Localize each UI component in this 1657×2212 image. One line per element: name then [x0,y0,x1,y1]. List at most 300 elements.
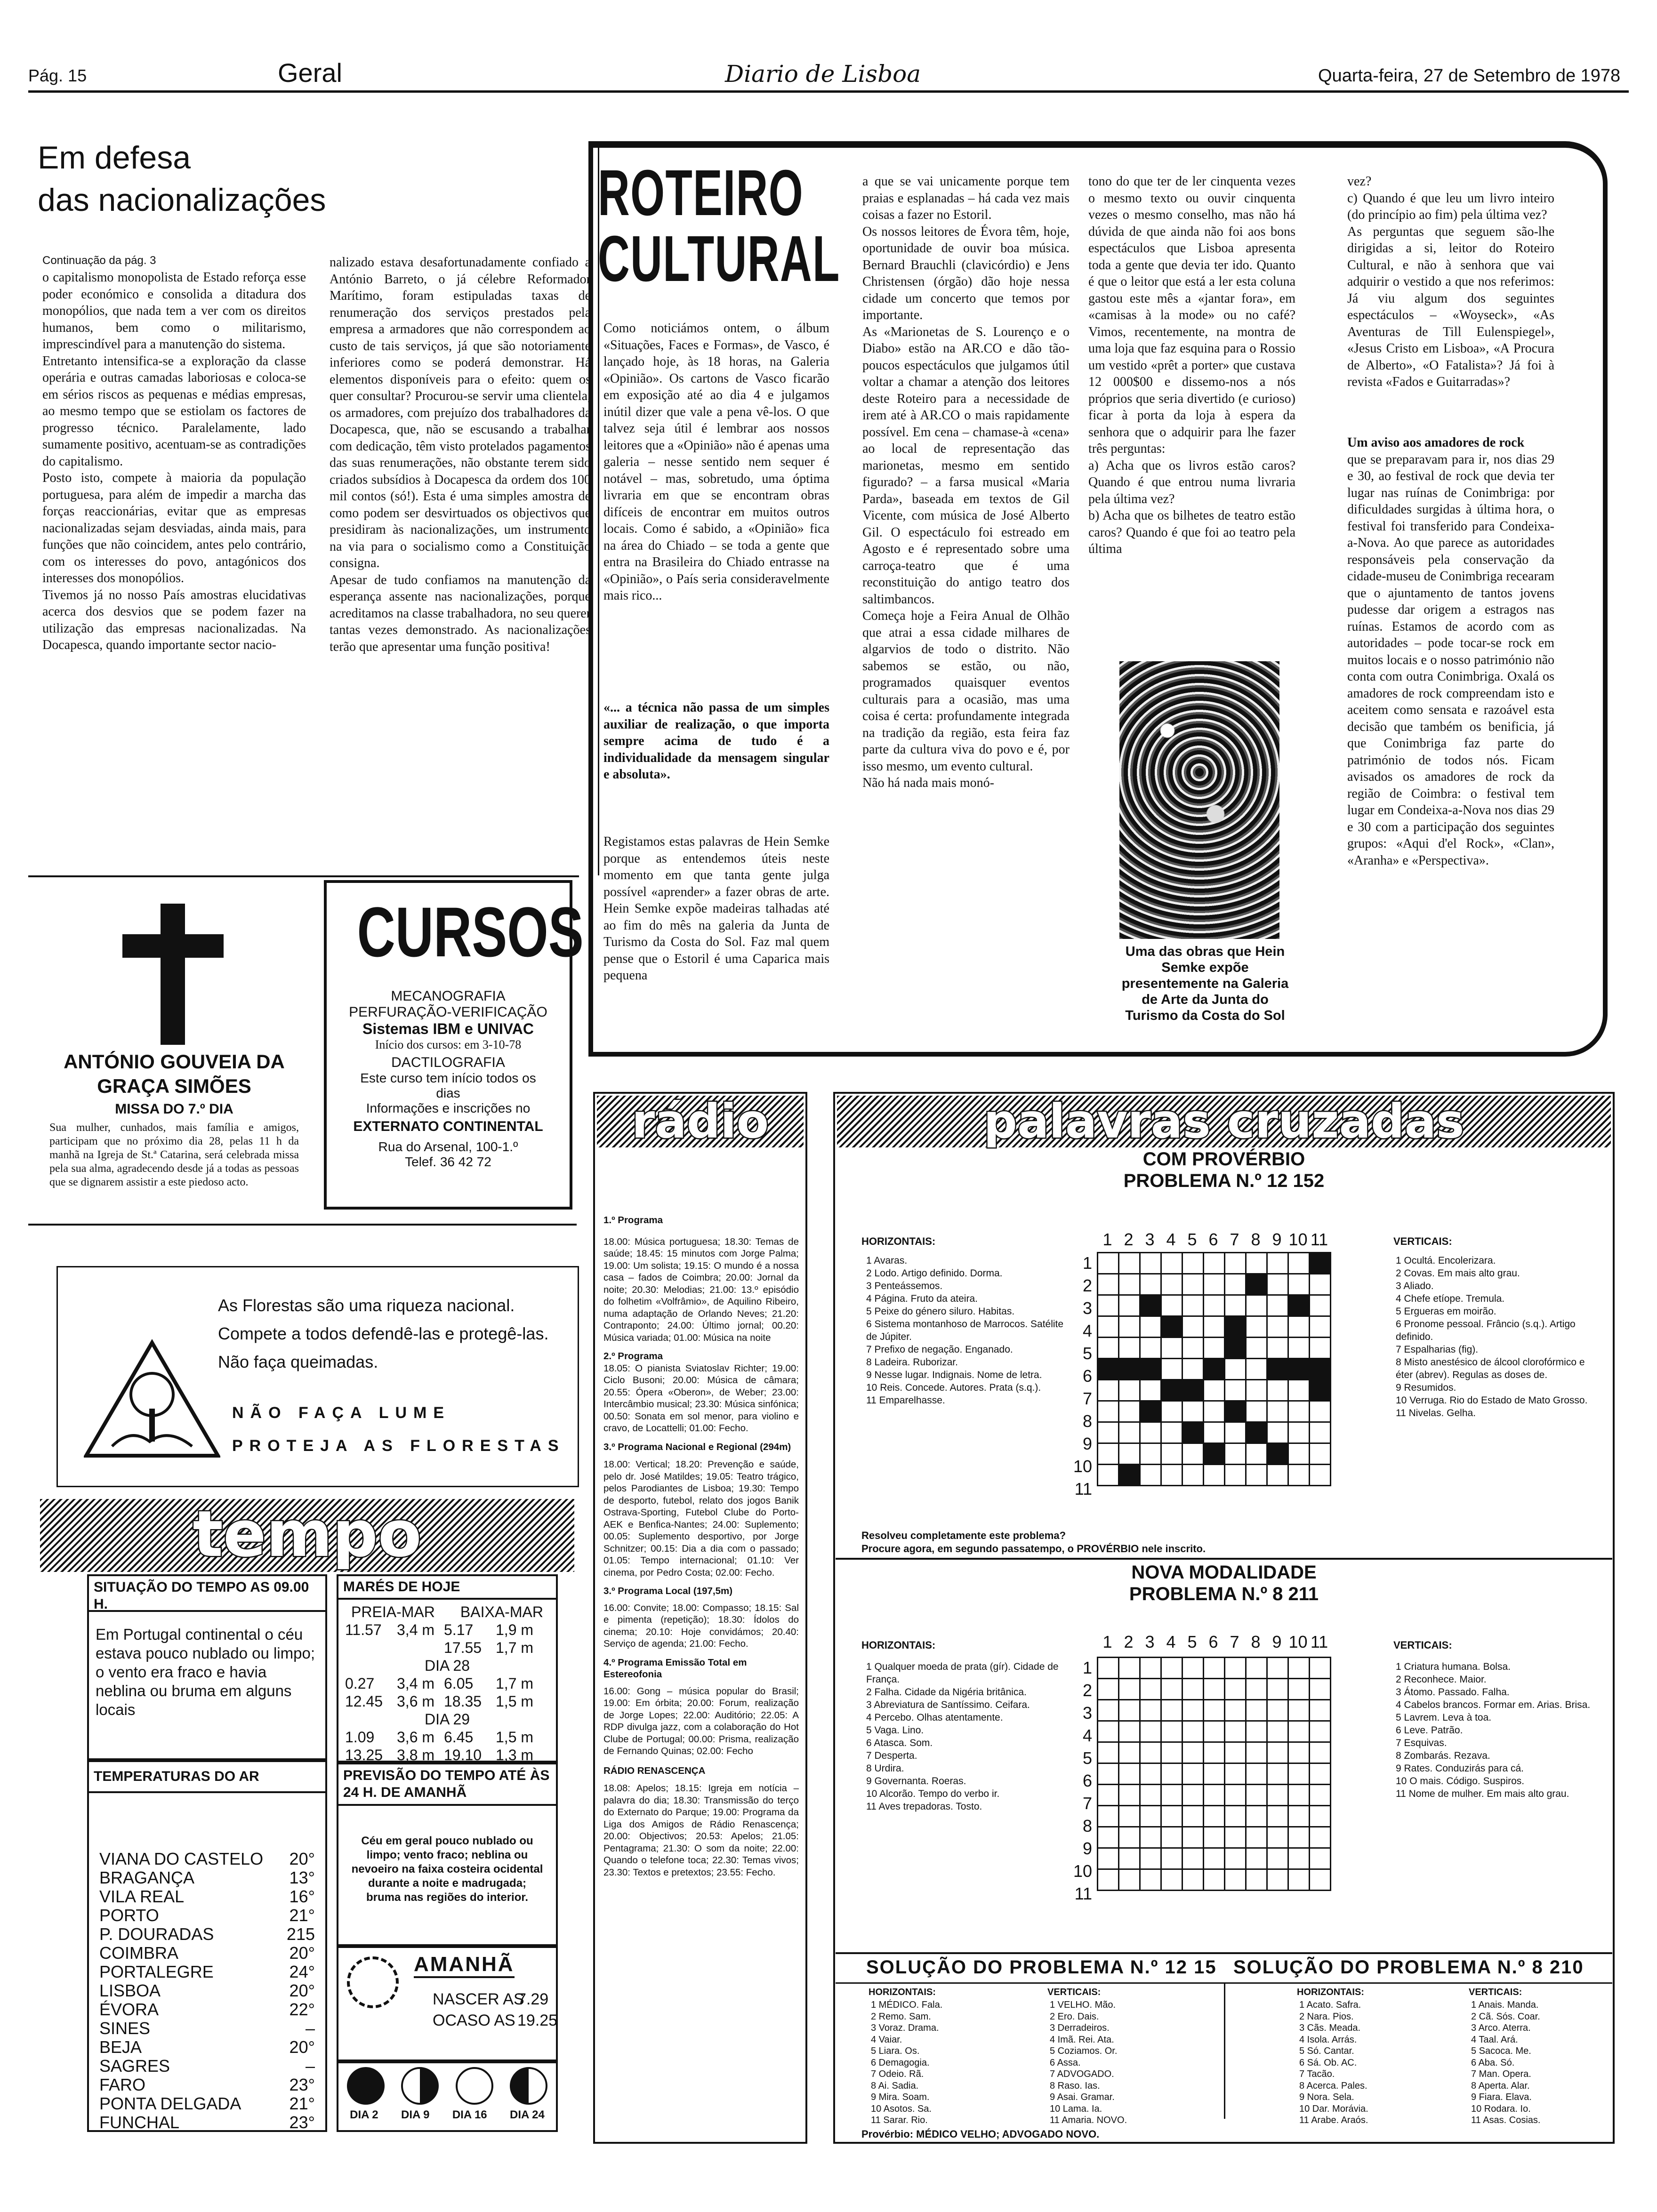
grid-cell[interactable] [1098,1848,1119,1869]
grid-cell[interactable] [1204,1763,1225,1785]
grid-cell[interactable] [1182,1763,1204,1785]
grid-cell[interactable] [1225,1848,1246,1869]
city-temp: 20° [289,1981,315,2000]
grid-cell[interactable] [1204,1338,1225,1359]
grid-cell[interactable] [1161,1253,1182,1274]
grid-cell[interactable] [1098,1827,1119,1848]
grid-cell[interactable] [1182,1679,1204,1700]
grid-cell[interactable] [1098,1869,1119,1891]
column-number: 1 [1102,1632,1112,1651]
crossword-grid-1[interactable] [1097,1252,1331,1486]
city-row [99,2019,315,2038]
grid-cell[interactable] [1119,1827,1140,1848]
grid-cell[interactable] [1288,1700,1310,1721]
grid-cell[interactable] [1161,1848,1182,1869]
grid-cell[interactable] [1161,1679,1182,1700]
article-title-line1: Em defesa [38,140,191,176]
grid-cell[interactable] [1288,1380,1310,1401]
situacao-title: SITUAÇÃO DO TEMPO AS 09.00 H. [89,1576,325,1612]
grid-cell[interactable] [1140,1679,1161,1700]
grid-cell[interactable] [1288,1848,1310,1869]
grid-cell[interactable] [1310,1806,1331,1827]
grid-cell[interactable] [1182,1848,1204,1869]
grid-cell[interactable] [1161,1295,1182,1316]
city-name: LISBOA [99,1981,161,2000]
grid-cell[interactable] [1182,1658,1204,1679]
moon-day-label: DIA 2 [350,2108,378,2121]
grid-cell[interactable] [1182,1785,1204,1806]
grid-cell[interactable] [1140,1806,1161,1827]
grid-cell[interactable] [1161,1359,1182,1380]
grid-cell[interactable] [1225,1443,1246,1465]
grid-cell[interactable] [1310,1338,1331,1359]
grid-cell[interactable] [1140,1848,1161,1869]
grid-cell[interactable] [1119,1422,1140,1443]
grid-cell[interactable] [1225,1785,1246,1806]
grid-cell[interactable] [1161,1869,1182,1891]
grid-cell[interactable] [1246,1658,1267,1679]
grid-cell[interactable] [1182,1827,1204,1848]
column-number: 10 [1288,1632,1308,1651]
grid-cell[interactable] [1182,1869,1204,1891]
radio-p1-title: 1.º Programa [603,1215,663,1226]
grid-cell[interactable] [1119,1806,1140,1827]
grid-cell[interactable] [1246,1827,1267,1848]
grid-cell[interactable] [1267,1721,1288,1742]
radio-p4-title: 4.º Programa Emissão Total em Estereofonia [603,1657,747,1680]
grid-cell[interactable] [1310,1869,1331,1891]
temperaturas-title: TEMPERATURAS DO AR [89,1762,325,1793]
grid-cell[interactable] [1267,1316,1288,1338]
grid-cell[interactable] [1288,1827,1310,1848]
grid-cell[interactable] [1098,1785,1119,1806]
grid-cell[interactable] [1140,1827,1161,1848]
grid-cell[interactable] [1098,1422,1119,1443]
city-row [99,2057,315,2076]
grid-cell[interactable] [1204,1742,1225,1763]
grid-row [1098,1443,1331,1465]
grid-cell[interactable] [1182,1295,1204,1316]
grid-cell[interactable] [1182,1338,1204,1359]
grid-cell[interactable] [1161,1401,1182,1422]
obituary-name: ANTÓNIO GOUVEIA DA GRAÇA SIMÕES [64,1050,285,1097]
grid-cell[interactable] [1098,1658,1119,1679]
p1-v-clues: 1 Ocultá. Encolerizara. 2 Covas. Em mais alto grau. 3 Aliado. 4 Chefe etíope. Tremula. 5 Ergueras em moirão. 6 Pronome pessoal. Frâncio (s.q.). Artigo definido. 7 Espalharias (fig). 8 Misto anestésico de álcool clorofórmico e éter (abrev). Regulas as doses de. 9 Resumidos. 10 Verruga. Rio do Estado de Mato Grosso. 11 Nivelas. Gelha. [1396,1255,1588,1419]
grid-cell[interactable] [1119,1721,1140,1742]
tide-value-c: 17.55 [444,1639,482,1656]
grid-cell[interactable] [1140,1422,1161,1443]
grid-cell[interactable] [1310,1295,1331,1316]
grid-cell[interactable] [1140,1721,1161,1742]
city-name: SAGRES [99,2056,170,2076]
grid-cell[interactable] [1288,1721,1310,1742]
grid-cell[interactable] [1161,1721,1182,1742]
grid-cell[interactable] [1182,1443,1204,1465]
grid-cell[interactable] [1225,1465,1246,1486]
grid-cell[interactable] [1267,1380,1288,1401]
grid-cell[interactable] [1161,1742,1182,1763]
grid-cell[interactable] [1140,1274,1161,1295]
grid-cell[interactable] [1098,1338,1119,1359]
column-number: 7 [1230,1230,1239,1249]
grid-cell[interactable] [1267,1274,1288,1295]
grid-cell[interactable] [1310,1848,1331,1869]
grid-cell[interactable] [1182,1721,1204,1742]
grid-cell[interactable] [1204,1679,1225,1700]
grid-cell[interactable] [1267,1338,1288,1359]
article-col2: nalizado estava desafortunadamente confiado a António Barreto, o já célebre Reformador Marítimo, foram estipuladas taxas de renumeração dos serviços prestados pela empresa a armadores que não correspondem ao custo de tais serviços, já que são notoriamente inferiores como se poderá demonstrar. Há elementos disponíveis para o efeito: quem os quer consultar? Procurou-se servir uma clientela, os armadores, com prejuízo dos trabalhadores da Docapesca, que, não se escusando a trabalhar com dedicação, têm visto protelados pagamentos das suas renumerações, não obstante terem sido criados subsídios à Docapesca da ordem dos 100 mil contos (só!). Esta é uma simples amostra de como podem ser desvirtuados os objectivos que presidiram às nacionalizações, um instrumento na via para o socialismo como a Constituição consigna. Apesar de tudo confiamos na manutenção da esperança assente nas nacionalizações, porque acreditamos na classe trabalhadora, no seu querer tantas vezes demonstrado. As nacionalizações terão que apresentar uma função positiva! [330,255,591,654]
cursos-l7: Informações e inscrições no [366,1101,531,1115]
grid-cell[interactable] [1119,1401,1140,1422]
grid-cell[interactable] [1204,1869,1225,1891]
grid-cell[interactable] [1310,1316,1331,1338]
grid-cell[interactable] [1246,1338,1267,1359]
cross-icon [35,894,313,1050]
grid-cell[interactable] [1140,1742,1161,1763]
grid-cell[interactable] [1161,1700,1182,1721]
column-number: 8 [1251,1230,1261,1249]
grid-cell[interactable] [1246,1253,1267,1274]
grid-cell[interactable] [1140,1763,1161,1785]
radio-listings [603,1214,799,1878]
grid-cell[interactable] [1182,1465,1204,1486]
grid-cell[interactable] [1267,1785,1288,1806]
grid-cell[interactable] [1161,1338,1182,1359]
grid-cell[interactable] [1204,1465,1225,1486]
grid-cell[interactable] [1310,1465,1331,1486]
grid-cell[interactable] [1204,1785,1225,1806]
grid-cell[interactable] [1098,1295,1119,1316]
grid-cell[interactable] [1119,1295,1140,1316]
grid-cell[interactable] [1204,1806,1225,1827]
florestas-l1: As Florestas são uma riqueza nacional. [218,1296,515,1315]
grid-cell[interactable] [1140,1465,1161,1486]
cursos-l3: Sistemas IBM e UNIVAC [362,1020,534,1037]
p1-row-numbers [1069,1252,1092,1500]
situacao-text: Em Portugal continental o céu estava pouco nublado ou limpo; o vento era fraco e havia neblina ou bruma em alguns locais [96,1626,315,1718]
grid-cell[interactable] [1098,1806,1119,1827]
grid-cell[interactable] [1288,1679,1310,1700]
grid-cell[interactable] [1310,1679,1331,1700]
grid-cell[interactable] [1182,1806,1204,1827]
grid-cell[interactable] [1182,1359,1204,1380]
grid-cell[interactable] [1140,1380,1161,1401]
grid-cell[interactable] [1246,1443,1267,1465]
grid-cell[interactable] [1246,1721,1267,1742]
section-label: Geral [278,58,342,88]
city-name: PORTO [99,1906,159,1925]
black-cell [1161,1316,1182,1338]
grid-cell[interactable] [1119,1658,1140,1679]
grid-cell[interactable] [1267,1679,1288,1700]
grid-cell[interactable] [1161,1658,1182,1679]
grid-cell[interactable] [1246,1806,1267,1827]
grid-cell[interactable] [1098,1721,1119,1742]
grid-cell[interactable] [1267,1869,1288,1891]
grid-cell[interactable] [1225,1742,1246,1763]
tide-list [338,1621,556,1764]
amanha-label: AMANHÃ [414,1953,515,1978]
grid-cell[interactable] [1288,1422,1310,1443]
grid-cell[interactable] [1119,1700,1140,1721]
grid-cell[interactable] [1225,1763,1246,1785]
grid-cell[interactable] [1182,1742,1204,1763]
grid-cell[interactable] [1310,1658,1331,1679]
black-cell [1246,1274,1267,1295]
p2-h-label: HORIZONTAIS: [861,1639,936,1651]
grid-cell[interactable] [1225,1827,1246,1848]
column-number: 6 [1208,1230,1218,1249]
grid-cell[interactable] [1140,1869,1161,1891]
grid-cell[interactable] [1119,1679,1140,1700]
grid-cell[interactable] [1225,1721,1246,1742]
grid-cell[interactable] [1310,1742,1331,1763]
grid-cell[interactable] [1310,1763,1331,1785]
grid-cell[interactable] [1246,1700,1267,1721]
temperaturas-box [87,1760,327,2132]
grid-cell[interactable] [1310,1785,1331,1806]
black-cell [1310,1253,1331,1274]
black-cell [1204,1359,1225,1380]
grid-cell[interactable] [1204,1253,1225,1274]
grid-cell[interactable] [1119,1443,1140,1465]
grid-cell[interactable] [1267,1806,1288,1827]
grid-cell[interactable] [1246,1465,1267,1486]
grid-cell[interactable] [1204,1295,1225,1316]
grid-cell[interactable] [1182,1316,1204,1338]
grid-cell[interactable] [1204,1827,1225,1848]
grid-cell[interactable] [1182,1700,1204,1721]
grid-cell[interactable] [1225,1359,1246,1380]
grid-cell[interactable] [1288,1806,1310,1827]
grid-cell[interactable] [1288,1763,1310,1785]
new-moon-icon [347,2067,385,2105]
city-temp: – [305,2056,315,2076]
row-number: 11 [1074,1884,1092,1903]
grid-cell[interactable] [1119,1848,1140,1869]
grid-cell[interactable] [1310,1401,1331,1422]
city-name: COIMBRA [99,1943,179,1963]
grid-cell[interactable] [1310,1721,1331,1742]
roteiro-col4-text: vez? c) Quando é que leu um livro inteiro (do princípio ao fim) pela última vez? As perguntas que seguem são-lhe dirigidas a si, leitor do Roteiro Cultural, e não à senhora que vai adquirir o vestido a que nos referimos: Já viu algum dos seguintes espectáculos – «Woyseck», «As Aventuras de Till Eulenspiegel», «Jesus Cristo em Lisboa», «A Procura de Alberto», «O Fatalista»? Já foi à revista «Fados e Guitarradas»? [1347,174,1554,389]
grid-cell[interactable] [1140,1785,1161,1806]
grid-cell[interactable] [1225,1253,1246,1274]
grid-cell[interactable] [1267,1465,1288,1486]
grid-cell[interactable] [1119,1380,1140,1401]
grid-cell[interactable] [1310,1422,1331,1443]
grid-cell[interactable] [1098,1274,1119,1295]
city-temp: 20° [289,1943,315,1963]
row-number: 1 [1082,1253,1092,1273]
row-number: 1 [1082,1658,1092,1677]
black-cell [1182,1422,1204,1443]
column-number: 2 [1124,1632,1134,1651]
grid-cell[interactable] [1098,1401,1119,1422]
grid-cell[interactable] [1288,1401,1310,1422]
artwork-caption: Uma das obras que Hein Semke expõe presentemente na Galeria de Arte da Junta do Turismo da Costa do Sol [1121,944,1289,1023]
header-rule [28,90,1629,93]
grid-cell[interactable] [1098,1253,1119,1274]
grid-cell[interactable] [1161,1806,1182,1827]
grid-cell[interactable] [1204,1721,1225,1742]
roteiro-quote: «... a técnica não passa de um simples auxiliar de realização, o que importa sempre acima de tudo é a individualidade da mensagem singular e absoluta». [603,700,829,782]
grid-cell[interactable] [1225,1679,1246,1700]
grid-cell[interactable] [1204,1422,1225,1443]
city-name: FUNCHAL [99,2113,180,2132]
radio-p2: 18.05: O pianista Sviatoslav Richter; 19.00: Ciclo Busoni; 20.00: Música de câmara; 20.55: Ópera «Oberon», de Weber; 23.00: Intercâmbio musical; 23.30: Música sinfónica; 00.50: Sonata em sol menor, para violino e cravo, de Locattelli; 01.00: Fecho. [603,1362,799,1434]
grid-cell[interactable] [1246,1380,1267,1401]
grid-cell[interactable] [1288,1443,1310,1465]
grid-cell[interactable] [1288,1316,1310,1338]
grid-cell[interactable] [1267,1848,1288,1869]
grid-cell[interactable] [1140,1338,1161,1359]
grid-cell[interactable] [1246,1785,1267,1806]
grid-cell[interactable] [1161,1274,1182,1295]
column-number: 1 [1102,1230,1112,1249]
grid-cell[interactable] [1204,1380,1225,1401]
grid-cell[interactable] [1310,1443,1331,1465]
tide-value-d: 1,5 m [496,1729,534,1746]
tide-value-b: 3,8 m [397,1747,435,1763]
previsao-text: Céu em geral pouco nublado ou limpo; vento fraco; neblina ou nevoeiro na faixa costeira ocidental durante a noite e madrugada; bruma nas regiões do interior. [351,1835,543,1904]
column-number: 9 [1272,1632,1282,1651]
grid-cell[interactable] [1204,1700,1225,1721]
grid-cell[interactable] [1182,1253,1204,1274]
tide-day: DIA 29 [424,1711,470,1728]
grid-row [1098,1274,1331,1295]
grid-cell[interactable] [1267,1700,1288,1721]
article-col1: o capitalismo monopolista de Estado reforça esse poder económico e consolida a ditadura dos monopólios, que nada tem a ver com os direitos humanos, bem como o militarismo, imprescindível para a manutenção do sistema. Entretanto intensifica-se a exploração da classe operária e outras camadas laboriosas e coloca-se em sérios riscos as pequenas e médias empresas, ao mesmo tempo que se estiolam os factores de progresso técnico. Paralelamente, lado sumamente positivo, acentuam-se as contradições do capitalismo. Posto isto, compete à maioria da população portuguesa, para além de impedir a marcha das forças reaccionárias, evitar que as empresas nacionalizadas sejam desviadas, ainda mais, para funções que não coincidem, antes pelo contrário, com os interesses do povo, antagónicos dos interesses dos monopólios. Tivemos já no nosso País amostras elucidativas acerca dos desvios que se podem fazer na utilização das empresas nacionalizadas. Na Docapesca, quando importante sector nacio- [42,270,306,652]
florestas-slogan1: NÃO FAÇA LUME [232,1404,451,1422]
grid-cell[interactable] [1140,1658,1161,1679]
roteiro-title [598,157,840,295]
grid-cell[interactable] [1098,1742,1119,1763]
grid-cell[interactable] [1288,1785,1310,1806]
florestas-l2: Compete a todos defendê-las e protegê-las. [218,1324,549,1343]
grid-cell[interactable] [1119,1274,1140,1295]
grid-cell[interactable] [1267,1763,1288,1785]
grid-cell[interactable] [1098,1443,1119,1465]
grid-cell[interactable] [1225,1700,1246,1721]
grid-cell[interactable] [1246,1679,1267,1700]
first-quarter-moon-icon [401,2067,439,2105]
roteiro-col1-tail: Registamos estas palavras de Hein Semke porque as entendemos úteis neste momento em que tanta gente julga possível «aprender» a fazer obras de arte. Hein Semke expõe madeiras talhadas até ao fim do mês na galeria da Junta de Turismo da Costa do Sol. Faz mal quem pense que o Estoril é uma Caparica mais pequena [603,834,829,983]
mares-header [338,1603,556,1621]
grid-cell[interactable] [1225,1422,1246,1443]
grid-cell[interactable] [1161,1443,1182,1465]
grid-cell[interactable] [1098,1763,1119,1785]
grid-cell[interactable] [1267,1253,1288,1274]
radio-p3b-title: 3.º Programa Local (197,5m) [603,1586,733,1596]
grid-cell[interactable] [1310,1700,1331,1721]
grid-cell[interactable] [1267,1401,1288,1422]
grid-cell[interactable] [1119,1742,1140,1763]
black-cell [1140,1295,1161,1316]
grid-cell[interactable] [1288,1465,1310,1486]
cruzadas-banner-title: palavras cruzadas [983,1094,1464,1149]
grid-cell[interactable] [1225,1380,1246,1401]
grid-cell[interactable] [1119,1316,1140,1338]
grid-cell[interactable] [1288,1338,1310,1359]
grid-cell[interactable] [1267,1295,1288,1316]
grid-cell[interactable] [1182,1401,1204,1422]
grid-cell[interactable] [1119,1869,1140,1891]
city-temp: 24° [289,1962,315,1981]
grid-cell[interactable] [1098,1465,1119,1486]
grid-cell[interactable] [1267,1742,1288,1763]
grid-cell[interactable] [1204,1848,1225,1869]
crossword-grid-2[interactable] [1097,1657,1331,1891]
grid-cell[interactable] [1225,1658,1246,1679]
grid-cell[interactable] [1098,1380,1119,1401]
grid-cell[interactable] [1225,1869,1246,1891]
grid-cell[interactable] [1119,1785,1140,1806]
grid-cell[interactable] [1246,1742,1267,1763]
city-name: ÉVORA [99,2000,159,2019]
grid-cell[interactable] [1246,1316,1267,1338]
grid-cell[interactable] [1310,1274,1331,1295]
grid-cell[interactable] [1225,1806,1246,1827]
grid-cell[interactable] [1098,1679,1119,1700]
grid-cell[interactable] [1246,1401,1267,1422]
tide-row [345,1728,549,1746]
grid-cell[interactable] [1140,1316,1161,1338]
grid-cell[interactable] [1098,1700,1119,1721]
grid-cell[interactable] [1140,1443,1161,1465]
grid-cell[interactable] [1161,1827,1182,1848]
grid-cell[interactable] [1267,1422,1288,1443]
grid-cell[interactable] [1246,1359,1267,1380]
grid-cell[interactable] [1119,1253,1140,1274]
grid-cell[interactable] [1161,1422,1182,1443]
tide-row [345,1746,549,1764]
grid-cell[interactable] [1161,1785,1182,1806]
grid-cell[interactable] [1288,1869,1310,1891]
grid-cell[interactable] [1204,1658,1225,1679]
grid-cell[interactable] [1204,1274,1225,1295]
city-row [99,1981,315,2000]
grid-cell[interactable] [1288,1742,1310,1763]
grid-cell[interactable] [1225,1295,1246,1316]
grid-cell[interactable] [1098,1316,1119,1338]
grid-cell[interactable] [1288,1274,1310,1295]
grid-cell[interactable] [1225,1274,1246,1295]
grid-cell[interactable] [1140,1700,1161,1721]
tide-value-b: 3,4 m [397,1621,435,1638]
grid-cell[interactable] [1246,1763,1267,1785]
grid-cell[interactable] [1267,1658,1288,1679]
grid-cell[interactable] [1204,1401,1225,1422]
cursos-l9: Rua do Arsenal, 100-1.º [378,1139,518,1154]
grid-cell[interactable] [1140,1253,1161,1274]
grid-cell[interactable] [1288,1658,1310,1679]
grid-cell[interactable] [1246,1869,1267,1891]
grid-cell[interactable] [1182,1274,1204,1295]
s2-v: 1 Anais. Manda. 2 Cã. Sós. Coar. 3 Arco. Aterra. 4 Taal. Ará. 5 Sacoca. Me. 6 Aba. Só. 7 Man. Opera. 8 Aperta. Alar. 9 Fiara. Elava. 10 Rodara. Io. 11 Asas. Cosias. [1471,2000,1541,2125]
amanha-box [337,1946,558,2061]
grid-cell[interactable] [1119,1338,1140,1359]
grid-cell[interactable] [1161,1465,1182,1486]
grid-cell[interactable] [1161,1763,1182,1785]
grid-cell[interactable] [1119,1763,1140,1785]
grid-cell[interactable] [1204,1316,1225,1338]
grid-cell[interactable] [1246,1295,1267,1316]
black-cell [1267,1359,1288,1380]
grid-cell[interactable] [1246,1848,1267,1869]
grid-cell[interactable] [1310,1827,1331,1848]
grid-cell[interactable] [1288,1253,1310,1274]
grid-cell[interactable] [1267,1827,1288,1848]
